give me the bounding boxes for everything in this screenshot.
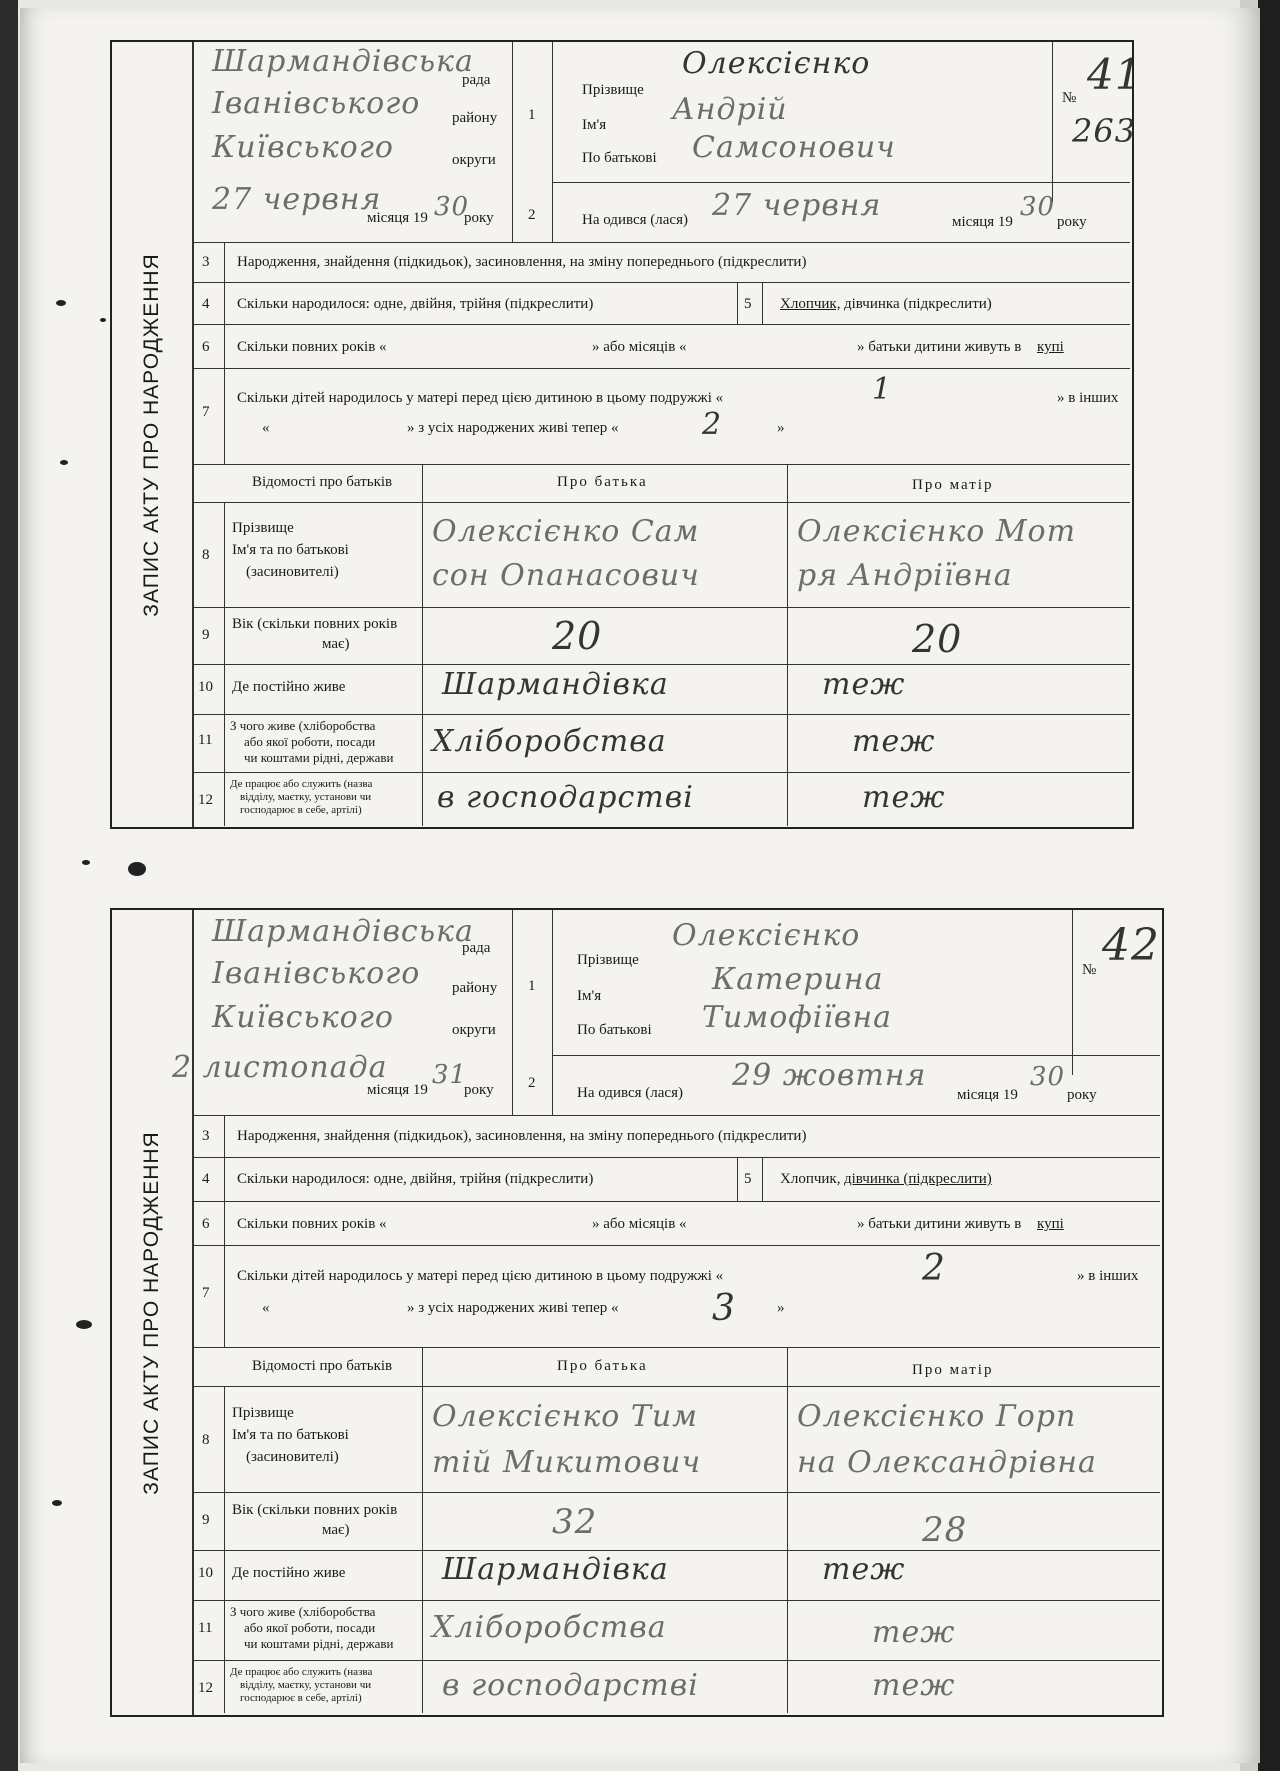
record-side-panel <box>112 42 194 827</box>
mother-name-value: Олексієнко Горп на Олександрівна <box>797 1399 1097 1480</box>
council-label: рада <box>462 940 491 956</box>
row12-label: Де працює або служить (назва відділу, маєтку, установи чи господарює в себе, артілі) <box>230 1666 373 1704</box>
row4-text: Скільки народилося: одне, двійня, трійня (підкреслити) <box>237 296 594 312</box>
record-side-title: ЗАПИС АКТУ ПРО НАРОДЖЕННЯ <box>140 252 163 617</box>
name-value: Андрій <box>672 92 788 127</box>
ink-speck <box>60 460 68 465</box>
row-number-5: 5 <box>744 296 752 312</box>
mother-residence-value: теж <box>822 667 906 702</box>
row6-text-c: » батьки дитини живуть в <box>857 339 1022 355</box>
row12-label: Де працює або служить (назва відділу, маєтку, установи чи господарює в себе, артілі) <box>230 778 373 816</box>
okruha-value: Київського <box>212 1000 394 1035</box>
okruha-value: Київського <box>212 130 394 165</box>
ink-blot <box>128 862 146 876</box>
record-side-panel <box>112 910 194 1715</box>
row7-text-a: Скільки дітей народилось у матері перед цією дитиною в цьому подружжі « <box>237 390 724 406</box>
registration-date-value: 2 листопада <box>172 1050 388 1085</box>
parents-header: Відомості про батьків <box>252 474 393 490</box>
mother-header: Про матір <box>912 1362 994 1378</box>
row5-boy-option: Хлопчик, <box>780 296 841 312</box>
registration-date-value: 27 червня <box>212 182 382 217</box>
row-number-10: 10 <box>198 1565 213 1581</box>
okruha-label: округи <box>452 1022 496 1038</box>
mother-occupation-value: теж <box>852 724 936 759</box>
mother-header: Про матір <box>912 477 994 493</box>
mother-occupation-value: теж <box>872 1615 956 1650</box>
row-number-11: 11 <box>198 1620 213 1636</box>
row-number-2: 2 <box>528 1075 536 1091</box>
ink-speck <box>76 1320 92 1329</box>
row-number-6: 6 <box>202 1216 210 1232</box>
row7-text-e: » <box>777 1300 785 1316</box>
record-number-sub-value: 263 <box>1072 112 1137 150</box>
birth-record-41 <box>110 40 1143 829</box>
children-this-marriage-value: 1 <box>872 372 893 407</box>
row7-text-c: « <box>262 420 270 436</box>
row-number-7: 7 <box>202 404 210 420</box>
children-alive-value: 2 <box>702 407 723 442</box>
birth-record-42 <box>110 908 1164 1717</box>
row4-text: Скільки народилося: одне, двійня, трійня (підкреслити) <box>237 1171 594 1187</box>
father-occupation-value: Хліборобства <box>432 1610 667 1645</box>
ink-speck <box>82 860 90 865</box>
father-workplace-value: в господарстві <box>442 1668 699 1703</box>
row6-text-a: Скільки повних років « <box>237 339 387 355</box>
row6-text-d: купі <box>1037 1216 1064 1232</box>
row-number-9: 9 <box>202 1512 210 1528</box>
born-year-label: року <box>1057 214 1087 230</box>
council-value: Шармандівська <box>212 914 474 949</box>
father-age-value: 20 <box>552 614 603 658</box>
ink-speck <box>52 1500 62 1506</box>
mother-name-value: Олексієнко Мот ря Андріївна <box>797 514 1077 593</box>
row5-text: дівчинка (підкреслити) <box>844 296 992 312</box>
born-month-label: місяця 19 <box>957 1087 1018 1103</box>
mother-residence-value: теж <box>822 1552 906 1587</box>
registration-year-label: року <box>464 210 494 226</box>
surname-value: Олексієнко <box>672 918 861 953</box>
row3-text: Народження, знайдення (підкидьок), засиновлення, на зміну попереднього (підкреслити) <box>237 1128 807 1144</box>
registration-month-label: місяця 19 <box>367 1082 428 1098</box>
row11-label: З чого живе (хліборобства або якої роботи, посади чи коштами рідні, держави <box>230 718 394 765</box>
row7-text-c: « <box>262 1300 270 1316</box>
children-this-marriage-value: 2 <box>922 1248 946 1289</box>
father-header: Про батька <box>557 474 648 490</box>
born-date-value: 27 червня <box>712 188 882 223</box>
registration-year-label: року <box>464 1082 494 1098</box>
patronymic-label: По батькові <box>582 150 657 166</box>
surname-label: Прізвище <box>582 82 644 98</box>
father-workplace-value: в господарстві <box>437 780 694 815</box>
registration-year-value: 31 <box>432 1060 468 1090</box>
row10-label: Де постійно живе <box>232 1565 346 1581</box>
number-sign: № <box>1082 962 1097 978</box>
born-label: На одився (лася) <box>582 212 688 228</box>
patronymic-value: Тимофіївна <box>702 1000 893 1035</box>
row7-text-b: » в інших <box>1057 390 1119 406</box>
row-number-4: 4 <box>202 296 210 312</box>
mother-age-value: 20 <box>912 617 963 661</box>
raion-value: Іванівського <box>212 86 421 121</box>
row6-text-a: Скільки повних років « <box>237 1216 387 1232</box>
father-occupation-value: Хліборобства <box>432 724 667 759</box>
record-number-value: 41 <box>1087 50 1143 99</box>
row7-text-b: » в інших <box>1077 1268 1139 1284</box>
registration-month-label: місяця 19 <box>367 210 428 226</box>
row-number-11: 11 <box>198 732 213 748</box>
row-number-9: 9 <box>202 627 210 643</box>
row6-text-b: » або місяців « <box>592 1216 687 1232</box>
name-label: Ім'я <box>577 988 602 1004</box>
council-value: Шармандівська <box>212 44 474 79</box>
row-number-4: 4 <box>202 1171 210 1187</box>
row3-text: Народження, знайдення (підкидьок), засиновлення, на зміну попереднього (підкреслити) <box>237 254 807 270</box>
row5-text: дівчинка (підкреслити) <box>844 1171 992 1187</box>
record-side-title: ЗАПИС АКТУ ПРО НАРОДЖЕННЯ <box>140 1130 163 1495</box>
ink-speck <box>100 318 106 322</box>
okruha-label: округи <box>452 152 496 168</box>
born-date-value: 29 жовтня <box>732 1058 927 1093</box>
row-number-2: 2 <box>528 207 536 223</box>
born-year-value: 30 <box>1020 192 1056 222</box>
patronymic-label: По батькові <box>577 1022 652 1038</box>
father-name-value: Олексієнко Сам сон Опанасович <box>432 514 700 593</box>
mother-workplace-value: теж <box>872 1668 956 1703</box>
raion-label: району <box>452 980 498 996</box>
children-alive-value: 3 <box>712 1288 736 1329</box>
father-residence-value: Шармандівка <box>442 667 669 702</box>
row-number-12: 12 <box>198 1680 213 1696</box>
row-number-10: 10 <box>198 679 213 695</box>
father-age-value: 32 <box>552 1502 598 1542</box>
row7-text-d: » з усіх народжених живі тепер « <box>407 1300 619 1316</box>
row-number-12: 12 <box>198 792 213 808</box>
row-number-6: 6 <box>202 339 210 355</box>
registration-year-value: 30 <box>434 192 470 222</box>
row-number-3: 3 <box>202 254 210 270</box>
record-number-value: 42 <box>1102 920 1160 971</box>
row7-text-a: Скільки дітей народилось у матері перед цією дитиною в цьому подружжі « <box>237 1268 724 1284</box>
raion-value: Іванівського <box>212 956 421 991</box>
row-number-1: 1 <box>528 107 536 123</box>
row8-label: Прізвище Ім'я та по батькові (засиновителі) <box>232 520 349 580</box>
row-number-7: 7 <box>202 1285 210 1301</box>
ink-speck <box>56 300 66 306</box>
row6-text-c: » батьки дитини живуть в <box>857 1216 1022 1232</box>
left-binding-edge <box>0 0 18 1771</box>
council-label: рада <box>462 72 491 88</box>
born-month-label: місяця 19 <box>952 214 1013 230</box>
row9-label: Вік (скільки повних років має) <box>232 616 398 652</box>
surname-label: Прізвище <box>577 952 639 968</box>
father-residence-value: Шармандівка <box>442 1552 669 1587</box>
number-sign: № <box>1062 90 1077 106</box>
row7-text-e: » <box>777 420 785 436</box>
raion-label: району <box>452 110 498 126</box>
surname-value: Олексієнко <box>682 46 871 81</box>
row-number-8: 8 <box>202 547 210 563</box>
row5-boy-option: Хлопчик, <box>780 1171 841 1187</box>
patronymic-value: Самсонович <box>692 130 896 165</box>
row6-text-d: купі <box>1037 339 1064 355</box>
born-year-label: року <box>1067 1087 1097 1103</box>
row-number-5: 5 <box>744 1171 752 1187</box>
born-label: На одився (лася) <box>577 1085 683 1101</box>
mother-age-value: 28 <box>922 1510 968 1550</box>
father-name-value: Олексієнко Тим тій Микитович <box>432 1399 702 1480</box>
parents-header: Відомості про батьків <box>252 1358 393 1374</box>
row8-label: Прізвище Ім'я та по батькові (засиновителі) <box>232 1405 349 1465</box>
row6-text-b: » або місяців « <box>592 339 687 355</box>
name-value: Катерина <box>712 962 884 997</box>
row10-label: Де постійно живе <box>232 679 346 695</box>
row9-label: Вік (скільки повних років має) <box>232 1502 398 1538</box>
father-header: Про батька <box>557 1358 648 1374</box>
row11-label: З чого живе (хліборобства або якої роботи, посади чи коштами рідні, держави <box>230 1604 394 1651</box>
right-binding-edge <box>1258 0 1280 1771</box>
mother-workplace-value: теж <box>862 780 946 815</box>
row7-text-d: » з усіх народжених живі тепер « <box>407 420 619 436</box>
row-number-8: 8 <box>202 1432 210 1448</box>
row-number-1: 1 <box>528 978 536 994</box>
row-number-3: 3 <box>202 1128 210 1144</box>
name-label: Ім'я <box>582 117 607 133</box>
born-year-value: 30 <box>1030 1062 1066 1092</box>
